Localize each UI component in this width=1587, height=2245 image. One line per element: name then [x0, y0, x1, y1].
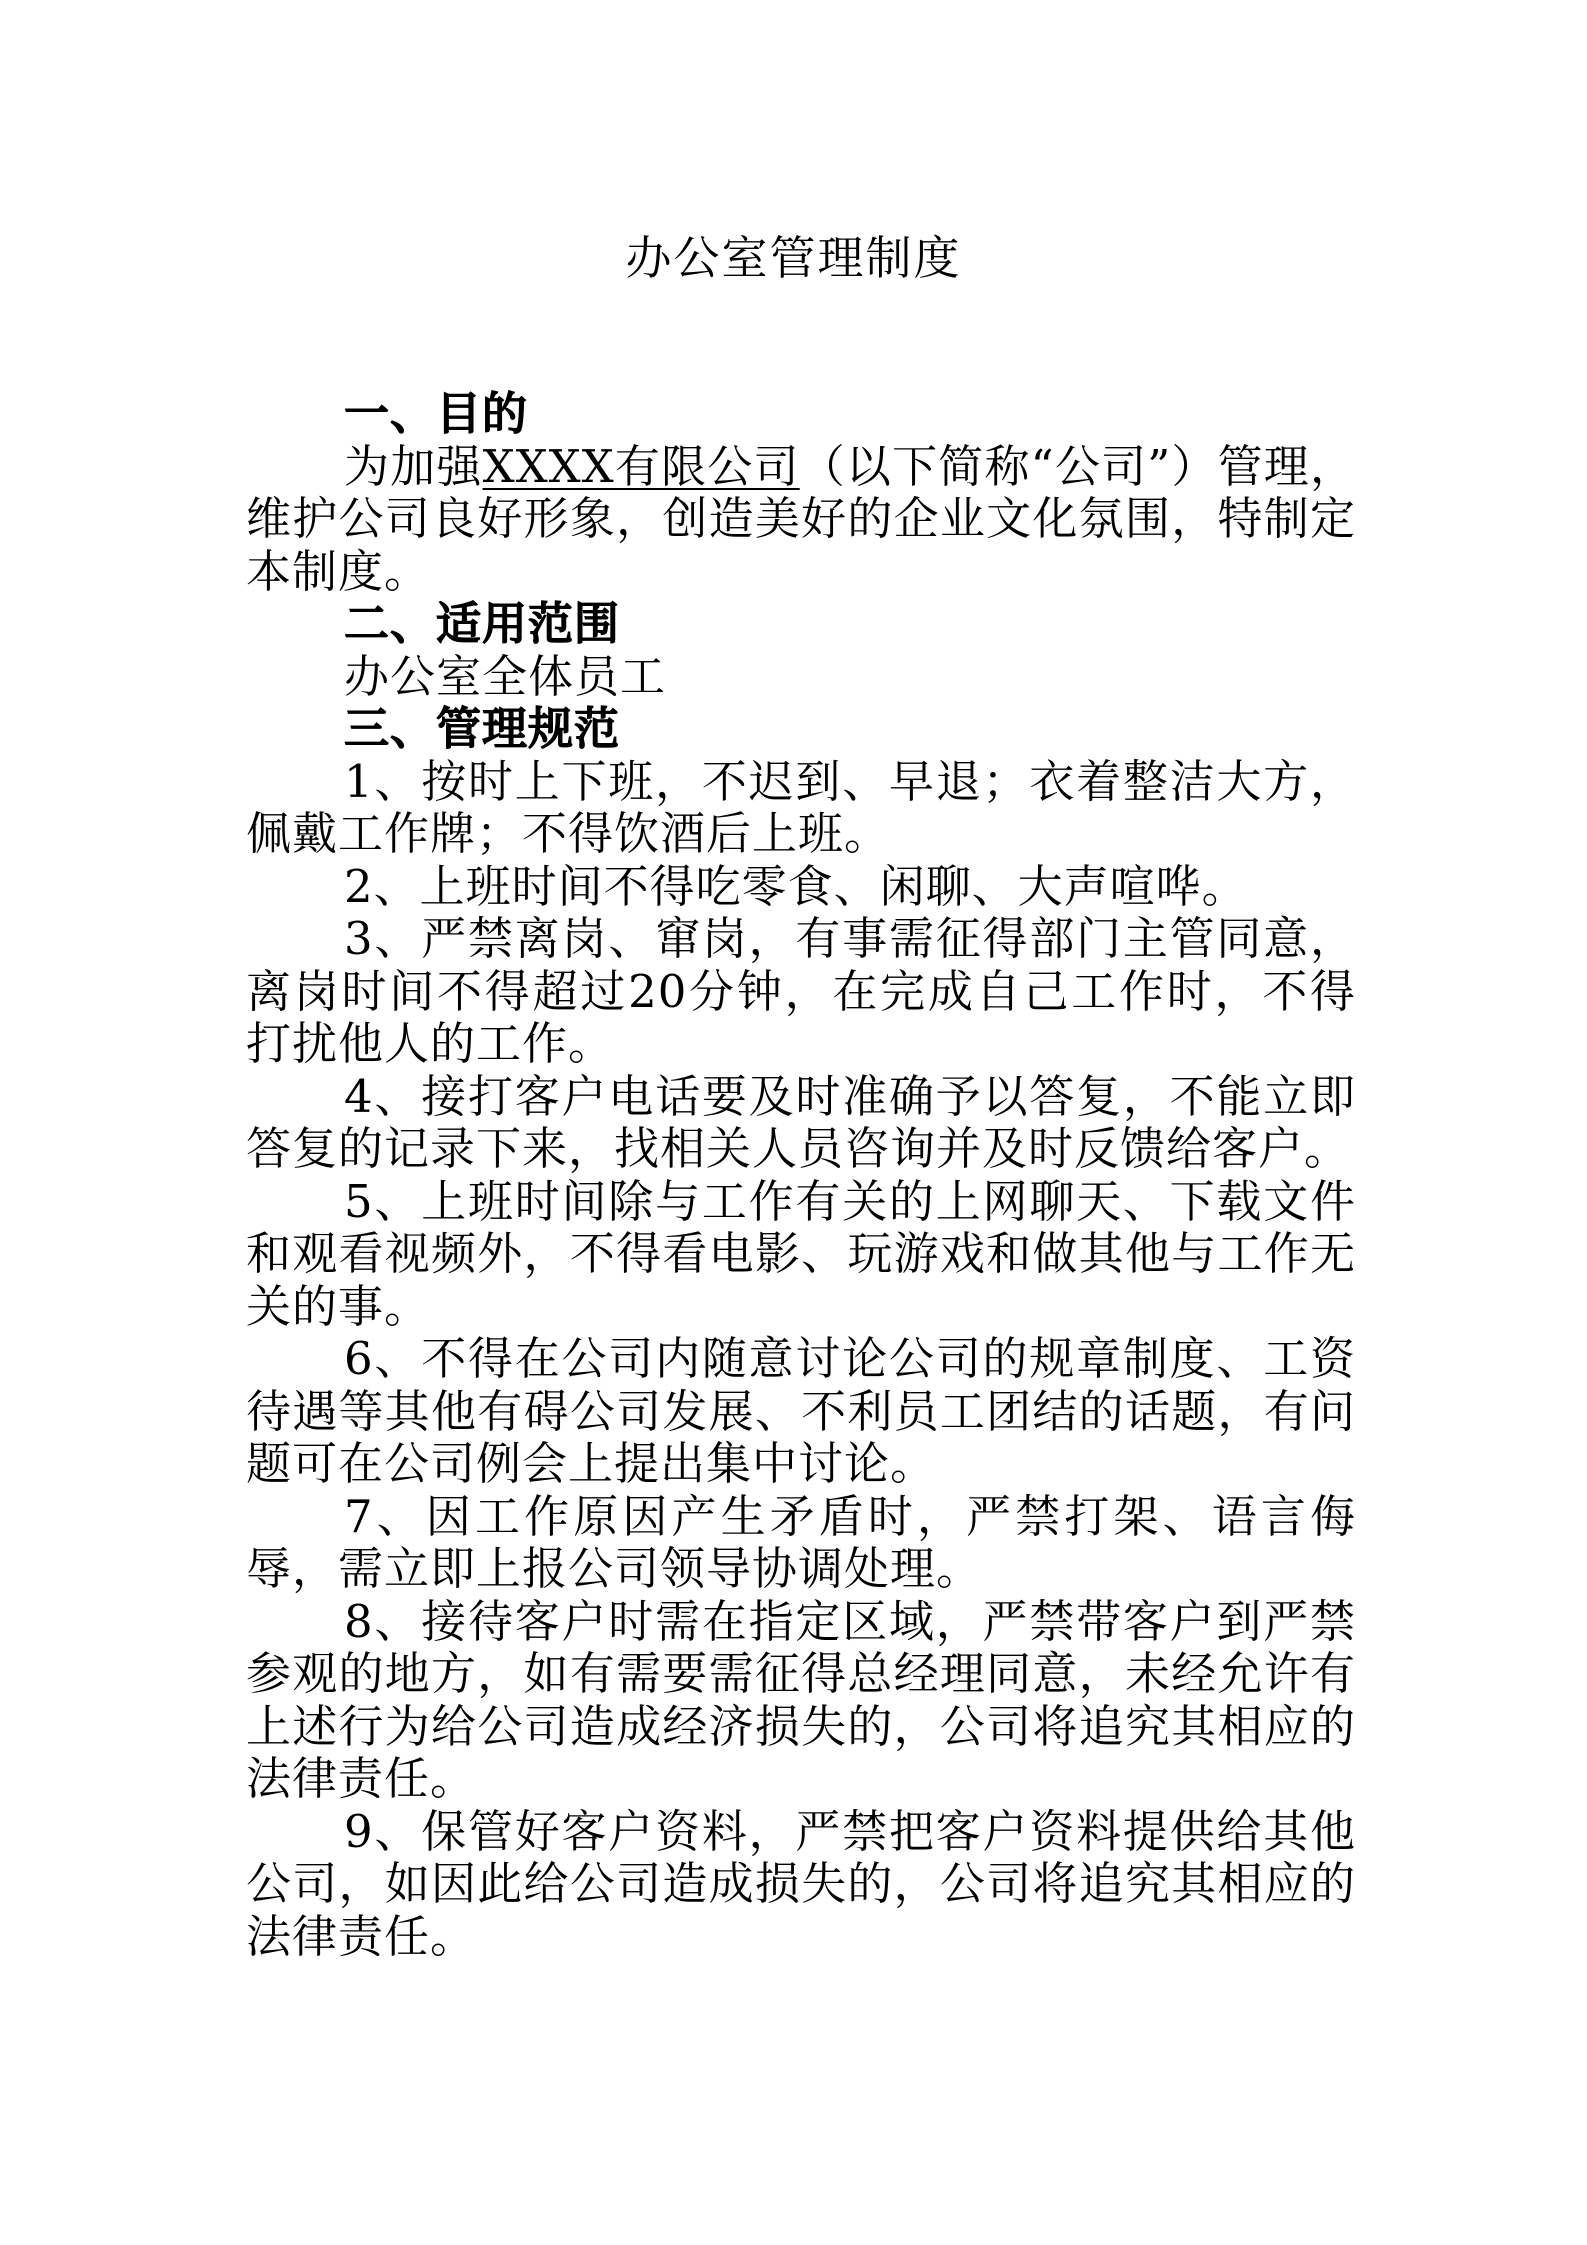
rule-item-9: 9、保管好客户资料，严禁把客户资料提供给其他公司，如因此给公司造成损失的，公司将追究其相应的法律责任。: [246, 1804, 1356, 1963]
rule-item-1: 1、按时上下班，不迟到、早退；衣着整洁大方，佩戴工作牌；不得饮酒后上班。: [246, 754, 1356, 860]
section-heading-purpose: 一、目的: [344, 387, 529, 440]
section-heading-rules: 三、管理规范: [344, 702, 621, 755]
rule-item-7: 7、因工作原因产生矛盾时，严禁打架、语言侮辱，需立即上报公司领导协调处理。: [246, 1489, 1356, 1595]
rule-item-3: 3、严禁离岗、窜岗，有事需征得部门主管同意，离岗时间不得超过20分钟，在完成自己工作时，不得打扰他人的工作。: [246, 912, 1356, 1070]
rule-item-5: 5、上班时间除与工作有关的上网聊天、下载文件和观看视频外，不得看电影、玩游戏和做其他与工作无关的事。: [246, 1174, 1356, 1333]
rule-item-4: 4、接打客户电话要及时准确予以答复，不能立即答复的记录下来，找相关人员咨询并及时反馈给客户。: [246, 1069, 1356, 1175]
document-title: 办公室管理制度: [625, 231, 962, 285]
purpose-paragraph: [246, 441, 1356, 599]
rule-item-2: 2、上班时间不得吃零食、闲聊、大声喧哗。: [344, 859, 1248, 913]
rule-item-6: 6、不得在公司内随意讨论公司的规章制度、工资待遇等其他有碍公司发展、不利员工团结的话题，有问题可在公司例会上提出集中讨论。: [246, 1332, 1356, 1490]
purpose-text-suffix: （以下简称“公司”）管理，维护公司良好形象，创造美好的企业文化氛围，特制定本制度。: [246, 439, 1356, 598]
purpose-text-prefix: 为加强: [344, 439, 483, 493]
scope-paragraph: 办公室全体员工: [344, 649, 667, 703]
document-body: [246, 388, 1356, 1963]
rule-item-8: 8、接待客户时需在指定区域，严禁带客户到严禁参观的地方，如有需要需征得总经理同意，未经允许有上述行为给公司造成经济损失的，公司将追究其相应的法律责任。: [246, 1594, 1356, 1805]
section-heading-scope: 二、适用范围: [344, 597, 621, 650]
company-name: XXXX有限公司: [482, 439, 800, 493]
